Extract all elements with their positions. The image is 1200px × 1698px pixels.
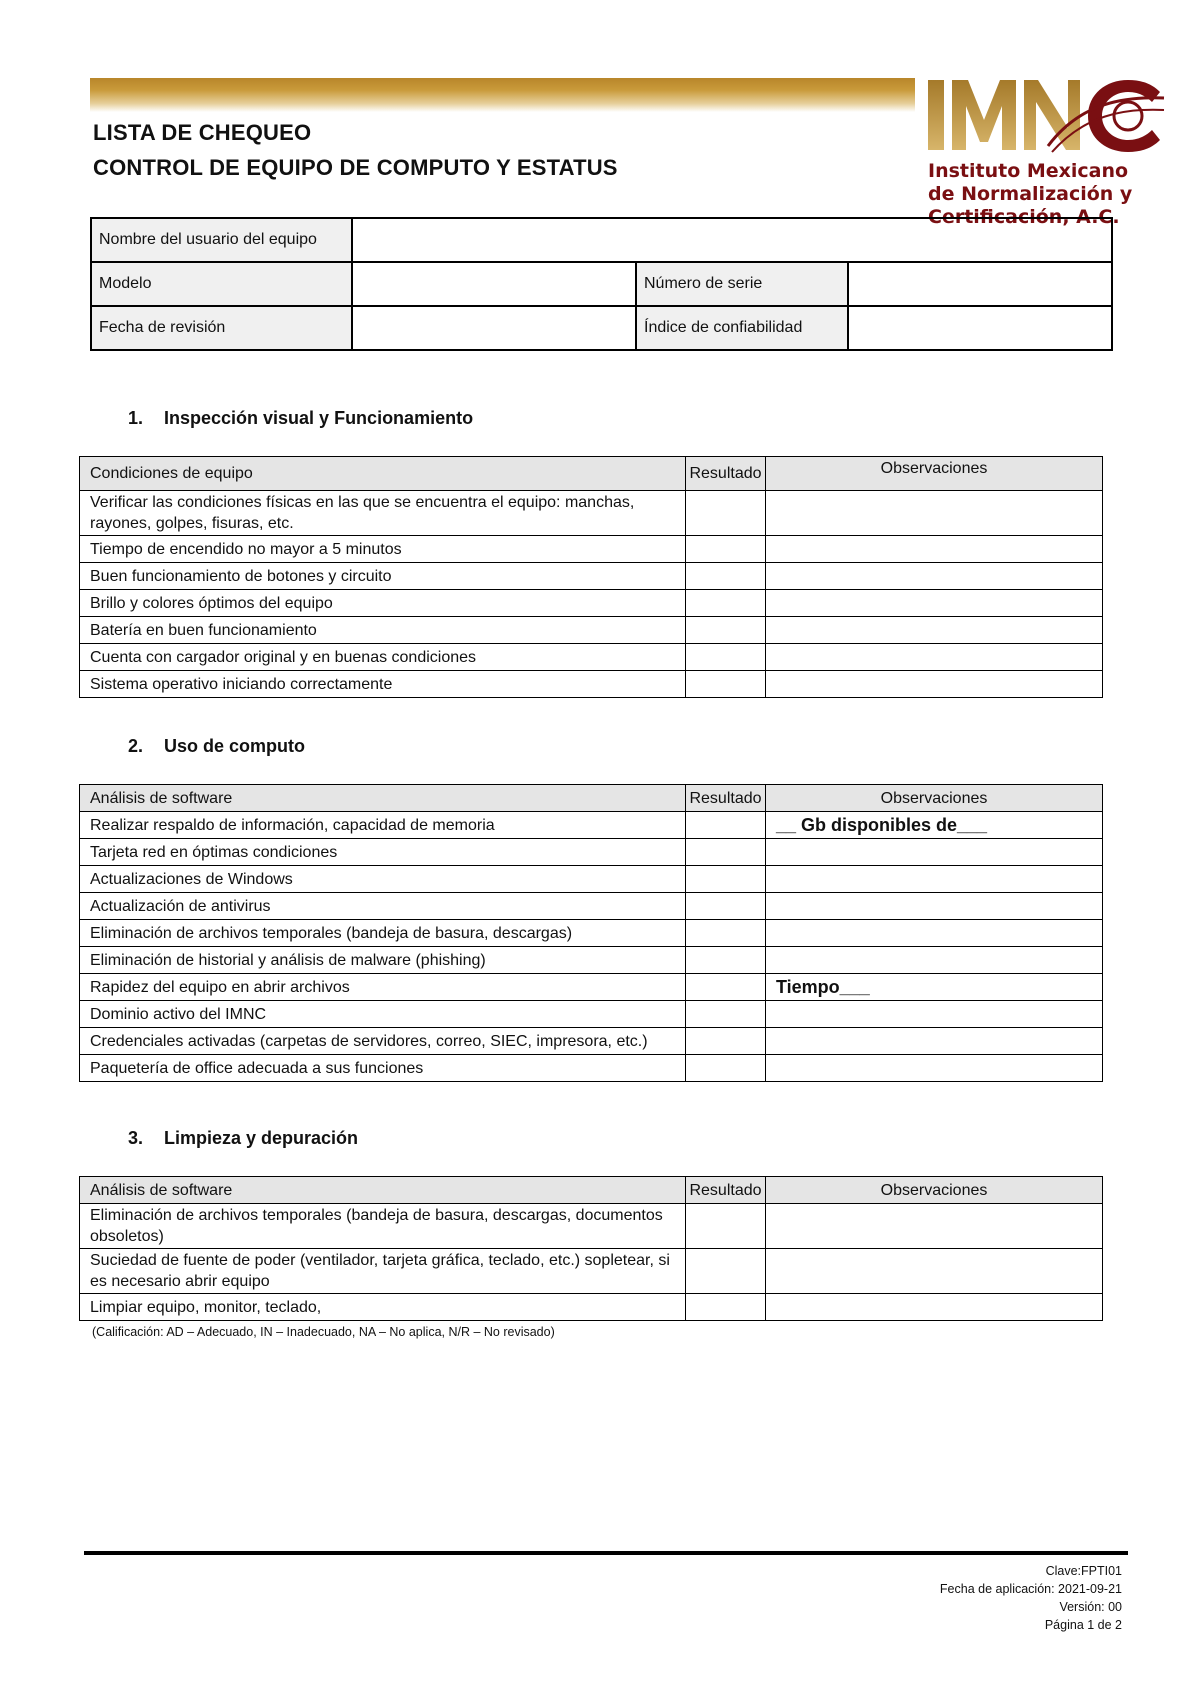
row-item: Brillo y colores óptimos del equipo — [80, 590, 686, 617]
table-row — [80, 1294, 1103, 1321]
section-3-table — [79, 1176, 1103, 1321]
observation-cell[interactable] — [766, 893, 1103, 920]
result-cell[interactable] — [686, 947, 766, 974]
observation-cell[interactable] — [766, 866, 1103, 893]
footer-page: Página 1 de 2 — [1044, 1618, 1122, 1632]
table-row — [80, 1001, 1103, 1028]
row-item: Verificar las condiciones físicas en las que se encuentra el equipo: manchas, rayones, golpes, fisuras, etc. — [80, 491, 686, 536]
row-item: Realizar respaldo de información, capacidad de memoria — [80, 812, 686, 839]
serial-label: Número de serie — [636, 262, 848, 306]
row-item: Sistema operativo iniciando correctamente — [80, 671, 686, 698]
table-row — [80, 974, 1103, 1001]
observation-cell[interactable] — [766, 1294, 1103, 1321]
logo-line-2: de Normalización y — [928, 183, 1133, 205]
imnc-logo-icon — [928, 76, 1168, 234]
logo-line-1: Instituto Mexicano — [928, 160, 1129, 182]
observation-cell[interactable]: Tiempo___ — [766, 974, 1103, 1001]
index-label: Índice de confiabilidad — [636, 306, 848, 350]
table-row — [80, 947, 1103, 974]
table-row — [80, 866, 1103, 893]
rating-legend: (Calificación: AD – Adecuado, IN – Inadecuado, NA – No aplica, N/R – No revisado) — [92, 1325, 555, 1339]
result-cell[interactable] — [686, 1055, 766, 1082]
serial-field[interactable] — [848, 262, 1112, 306]
table-row — [80, 1055, 1103, 1082]
result-cell[interactable] — [686, 866, 766, 893]
result-cell[interactable] — [686, 644, 766, 671]
section-title: Limpieza y depuración — [164, 1128, 359, 1148]
observation-cell[interactable]: __ Gb disponibles de___ — [766, 812, 1103, 839]
column-header-observations: Observaciones — [766, 1177, 1103, 1204]
observation-cell[interactable] — [766, 491, 1103, 536]
column-header-item: Condiciones de equipo — [80, 457, 686, 491]
result-cell[interactable] — [686, 617, 766, 644]
table-row — [80, 491, 1103, 536]
table-row — [80, 1028, 1103, 1055]
table-row — [80, 671, 1103, 698]
result-cell[interactable] — [686, 893, 766, 920]
column-header-item: Análisis de software — [80, 785, 686, 812]
user-field[interactable] — [352, 218, 1112, 262]
result-cell[interactable] — [686, 671, 766, 698]
imnc-logo-mark — [928, 76, 1168, 160]
table-row — [80, 893, 1103, 920]
section-1-table — [79, 456, 1103, 698]
header-gold-bar — [90, 78, 915, 112]
observation-cell[interactable] — [766, 644, 1103, 671]
table-row — [80, 920, 1103, 947]
row-item: Eliminación de historial y análisis de malware (phishing) — [80, 947, 686, 974]
row-item: Actualización de antivirus — [80, 893, 686, 920]
date-field[interactable] — [352, 306, 636, 350]
observation-cell[interactable] — [766, 536, 1103, 563]
footer-version: Versión: 00 — [1059, 1600, 1122, 1614]
result-cell[interactable] — [686, 563, 766, 590]
column-header-result: Resultado — [686, 457, 766, 491]
observation-cell[interactable] — [766, 1055, 1103, 1082]
footer-divider — [84, 1551, 1128, 1555]
result-cell[interactable] — [686, 491, 766, 536]
equipment-info-table — [90, 217, 1113, 351]
section-title: Inspección visual y Funcionamiento — [164, 408, 474, 428]
table-row — [80, 812, 1103, 839]
document-footer — [940, 1562, 1122, 1634]
model-field[interactable] — [352, 262, 636, 306]
footer-date: Fecha de aplicación: 2021-09-21 — [939, 1582, 1122, 1596]
section-2-table — [79, 784, 1103, 1082]
result-cell[interactable] — [686, 1249, 766, 1294]
table-row — [80, 1249, 1103, 1294]
column-header-observations: Observaciones — [766, 785, 1103, 812]
row-item: Paquetería de office adecuada a sus funciones — [80, 1055, 686, 1082]
result-cell[interactable] — [686, 974, 766, 1001]
column-header-item: Análisis de software — [80, 1177, 686, 1204]
observation-cell[interactable] — [766, 590, 1103, 617]
result-cell[interactable] — [686, 1001, 766, 1028]
row-item: Cuenta con cargador original y en buenas condiciones — [80, 644, 686, 671]
user-label: Nombre del usuario del equipo — [91, 218, 352, 262]
section-3-heading — [128, 1128, 358, 1149]
row-item: Actualizaciones de Windows — [80, 866, 686, 893]
section-number: 1. — [128, 408, 144, 428]
row-item: Rapidez del equipo en abrir archivos — [80, 974, 686, 1001]
table-row — [80, 617, 1103, 644]
observation-cell[interactable] — [766, 947, 1103, 974]
table-row — [80, 839, 1103, 866]
date-label: Fecha de revisión — [91, 306, 352, 350]
table-row — [80, 536, 1103, 563]
index-field[interactable] — [848, 306, 1112, 350]
page-title: LISTA DE CHEQUEO — [93, 120, 312, 145]
result-cell[interactable] — [686, 590, 766, 617]
observation-cell[interactable] — [766, 1204, 1103, 1249]
result-cell[interactable] — [686, 839, 766, 866]
result-cell[interactable] — [686, 1294, 766, 1321]
result-cell[interactable] — [686, 1204, 766, 1249]
row-item: Suciedad de fuente de poder (ventilador, tarjeta gráfica, teclado, etc.) sopletear, si es necesario abrir equipo — [80, 1249, 686, 1294]
row-item: Buen funcionamiento de botones y circuito — [80, 563, 686, 590]
table-row — [80, 644, 1103, 671]
observation-cell[interactable] — [766, 617, 1103, 644]
observation-cell[interactable] — [766, 839, 1103, 866]
column-header-result: Resultado — [686, 785, 766, 812]
section-number: 2. — [128, 736, 144, 756]
result-cell[interactable] — [686, 920, 766, 947]
observation-cell[interactable] — [766, 920, 1103, 947]
row-item: Credenciales activadas (carpetas de servidores, correo, SIEC, impresora, etc.) — [80, 1028, 686, 1055]
column-header-result: Resultado — [686, 1177, 766, 1204]
table-row — [80, 1204, 1103, 1249]
column-header-observations: Observaciones — [766, 457, 1103, 491]
page-subtitle: CONTROL DE EQUIPO DE COMPUTO Y ESTATUS — [93, 155, 618, 180]
row-item: Batería en buen funcionamiento — [80, 617, 686, 644]
row-item: Tiempo de encendido no mayor a 5 minutos — [80, 536, 686, 563]
result-cell[interactable] — [686, 536, 766, 563]
row-item: Dominio activo del IMNC — [80, 1001, 686, 1028]
observation-cell[interactable] — [766, 1001, 1103, 1028]
section-title: Uso de computo — [164, 736, 306, 756]
observation-cell[interactable] — [766, 671, 1103, 698]
observation-cell[interactable] — [766, 563, 1103, 590]
section-number: 3. — [128, 1128, 144, 1148]
table-row — [80, 590, 1103, 617]
row-item: Tarjeta red en óptimas condiciones — [80, 839, 686, 866]
row-item: Eliminación de archivos temporales (bandeja de basura, descargas) — [80, 920, 686, 947]
table-row — [80, 563, 1103, 590]
logo-line-3: Certificación, A.C. — [928, 206, 1120, 228]
observation-cell[interactable] — [766, 1249, 1103, 1294]
result-cell[interactable] — [686, 812, 766, 839]
result-cell[interactable] — [686, 1028, 766, 1055]
observation-cell[interactable] — [766, 1028, 1103, 1055]
section-2-heading — [128, 736, 305, 757]
row-item: Limpiar equipo, monitor, teclado, — [80, 1294, 686, 1321]
row-item: Eliminación de archivos temporales (bandeja de basura, descargas, documentos obsoletos) — [80, 1204, 686, 1249]
section-1-heading — [128, 408, 473, 429]
model-label: Modelo — [91, 262, 352, 306]
footer-code: Clave:FPTI01 — [1045, 1564, 1122, 1578]
